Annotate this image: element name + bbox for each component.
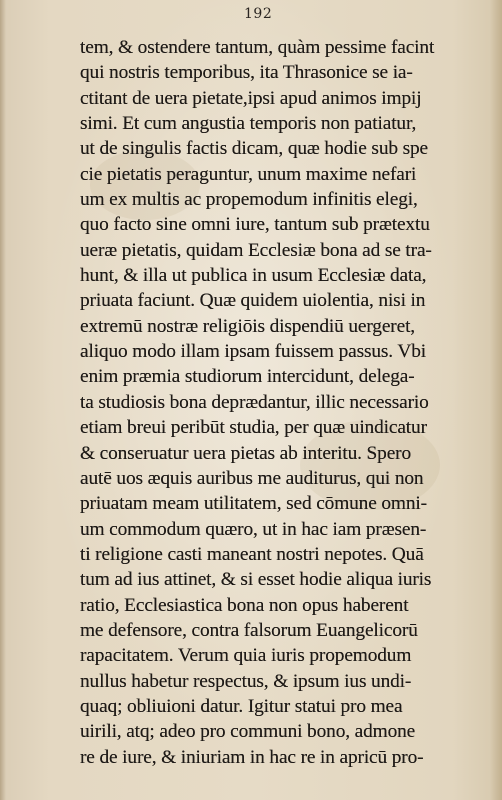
text-line: ratio, Ecclesiastica bona non opus haberent: [80, 594, 409, 616]
body-text: [80, 35, 482, 770]
text-line: extremū nostræ religiōis dispendiū uergeret,: [80, 315, 415, 337]
text-line: ut de singulis factis dicam, quæ hodie sub spe: [80, 138, 429, 160]
text-line: quo facto sine omni iure, tantum sub prætextu: [80, 214, 430, 236]
text-line: tem, & ostendere tantum, quàm pessime facint: [80, 37, 435, 58]
text-line: re de iure, & iniuriam in hac re in apricū pro-: [80, 746, 424, 768]
text-line: qui nostris temporibus, ita Thrasonice se ia-: [80, 62, 413, 84]
text-line: aliquo modo illam ipsam fuissem passus. Vbi: [80, 341, 426, 363]
text-line: enim præmia studiorum intercidunt, delega-: [80, 366, 415, 388]
page-left-shadow: [0, 0, 6, 800]
text-line: rapacitatem. Verum quia iuris propemodum: [80, 645, 412, 667]
text-line: priuatam meam utilitatem, sed cōmune omni-: [80, 493, 427, 515]
text-line: simi. Et cum angustia temporis non patiatur,: [80, 113, 417, 135]
text-line: cie pietatis peraguntur, unum maxime nefari: [80, 163, 417, 185]
text-line: etiam breui peribūt studia, per quæ uindicatur: [80, 417, 427, 439]
text-line: ueræ pietatis, quidam Ecclesiæ bona ad se tra-: [80, 239, 432, 261]
text-line: tum ad ius attinet, & si esset hodie aliqua iuris: [80, 569, 432, 591]
text-line: um ex multis ac propemodum infinitis elegi,: [80, 189, 418, 211]
text-line: & conseruatur uera pietas ab interitu. Spero: [80, 442, 412, 464]
text-line: ti religione casti maneant nostri nepotes. Quā: [80, 543, 424, 565]
text-line: ctitant de uera pietate,ipsi apud animos impij: [80, 87, 422, 109]
text-line: me defensore, contra falsorum Euangelicorū: [80, 619, 418, 641]
text-line: hunt, & illa ut publica in usum Ecclesiæ data,: [80, 265, 427, 287]
text-line: priuata faciunt. Quæ quidem uiolentia, nisi in: [80, 290, 426, 312]
text-line: uirili, atq; adeo pro communi bono, admone: [80, 721, 416, 743]
text-line: um commodum quæro, ut in hac iam præsen-: [80, 518, 427, 540]
text-line: ta studiosis bona deprædantur, illic necessario: [80, 391, 429, 413]
text-line: quaq; obliuioni datur. Igitur statui pro mea: [80, 695, 403, 717]
page-right-shadow: [490, 0, 502, 800]
text-line: autē uos æquis auribus me auditurus, qui non: [80, 467, 424, 489]
text-line: nullus habetur respectus, & ipsum ius undi-: [80, 670, 412, 692]
page-number: 192: [244, 6, 273, 22]
